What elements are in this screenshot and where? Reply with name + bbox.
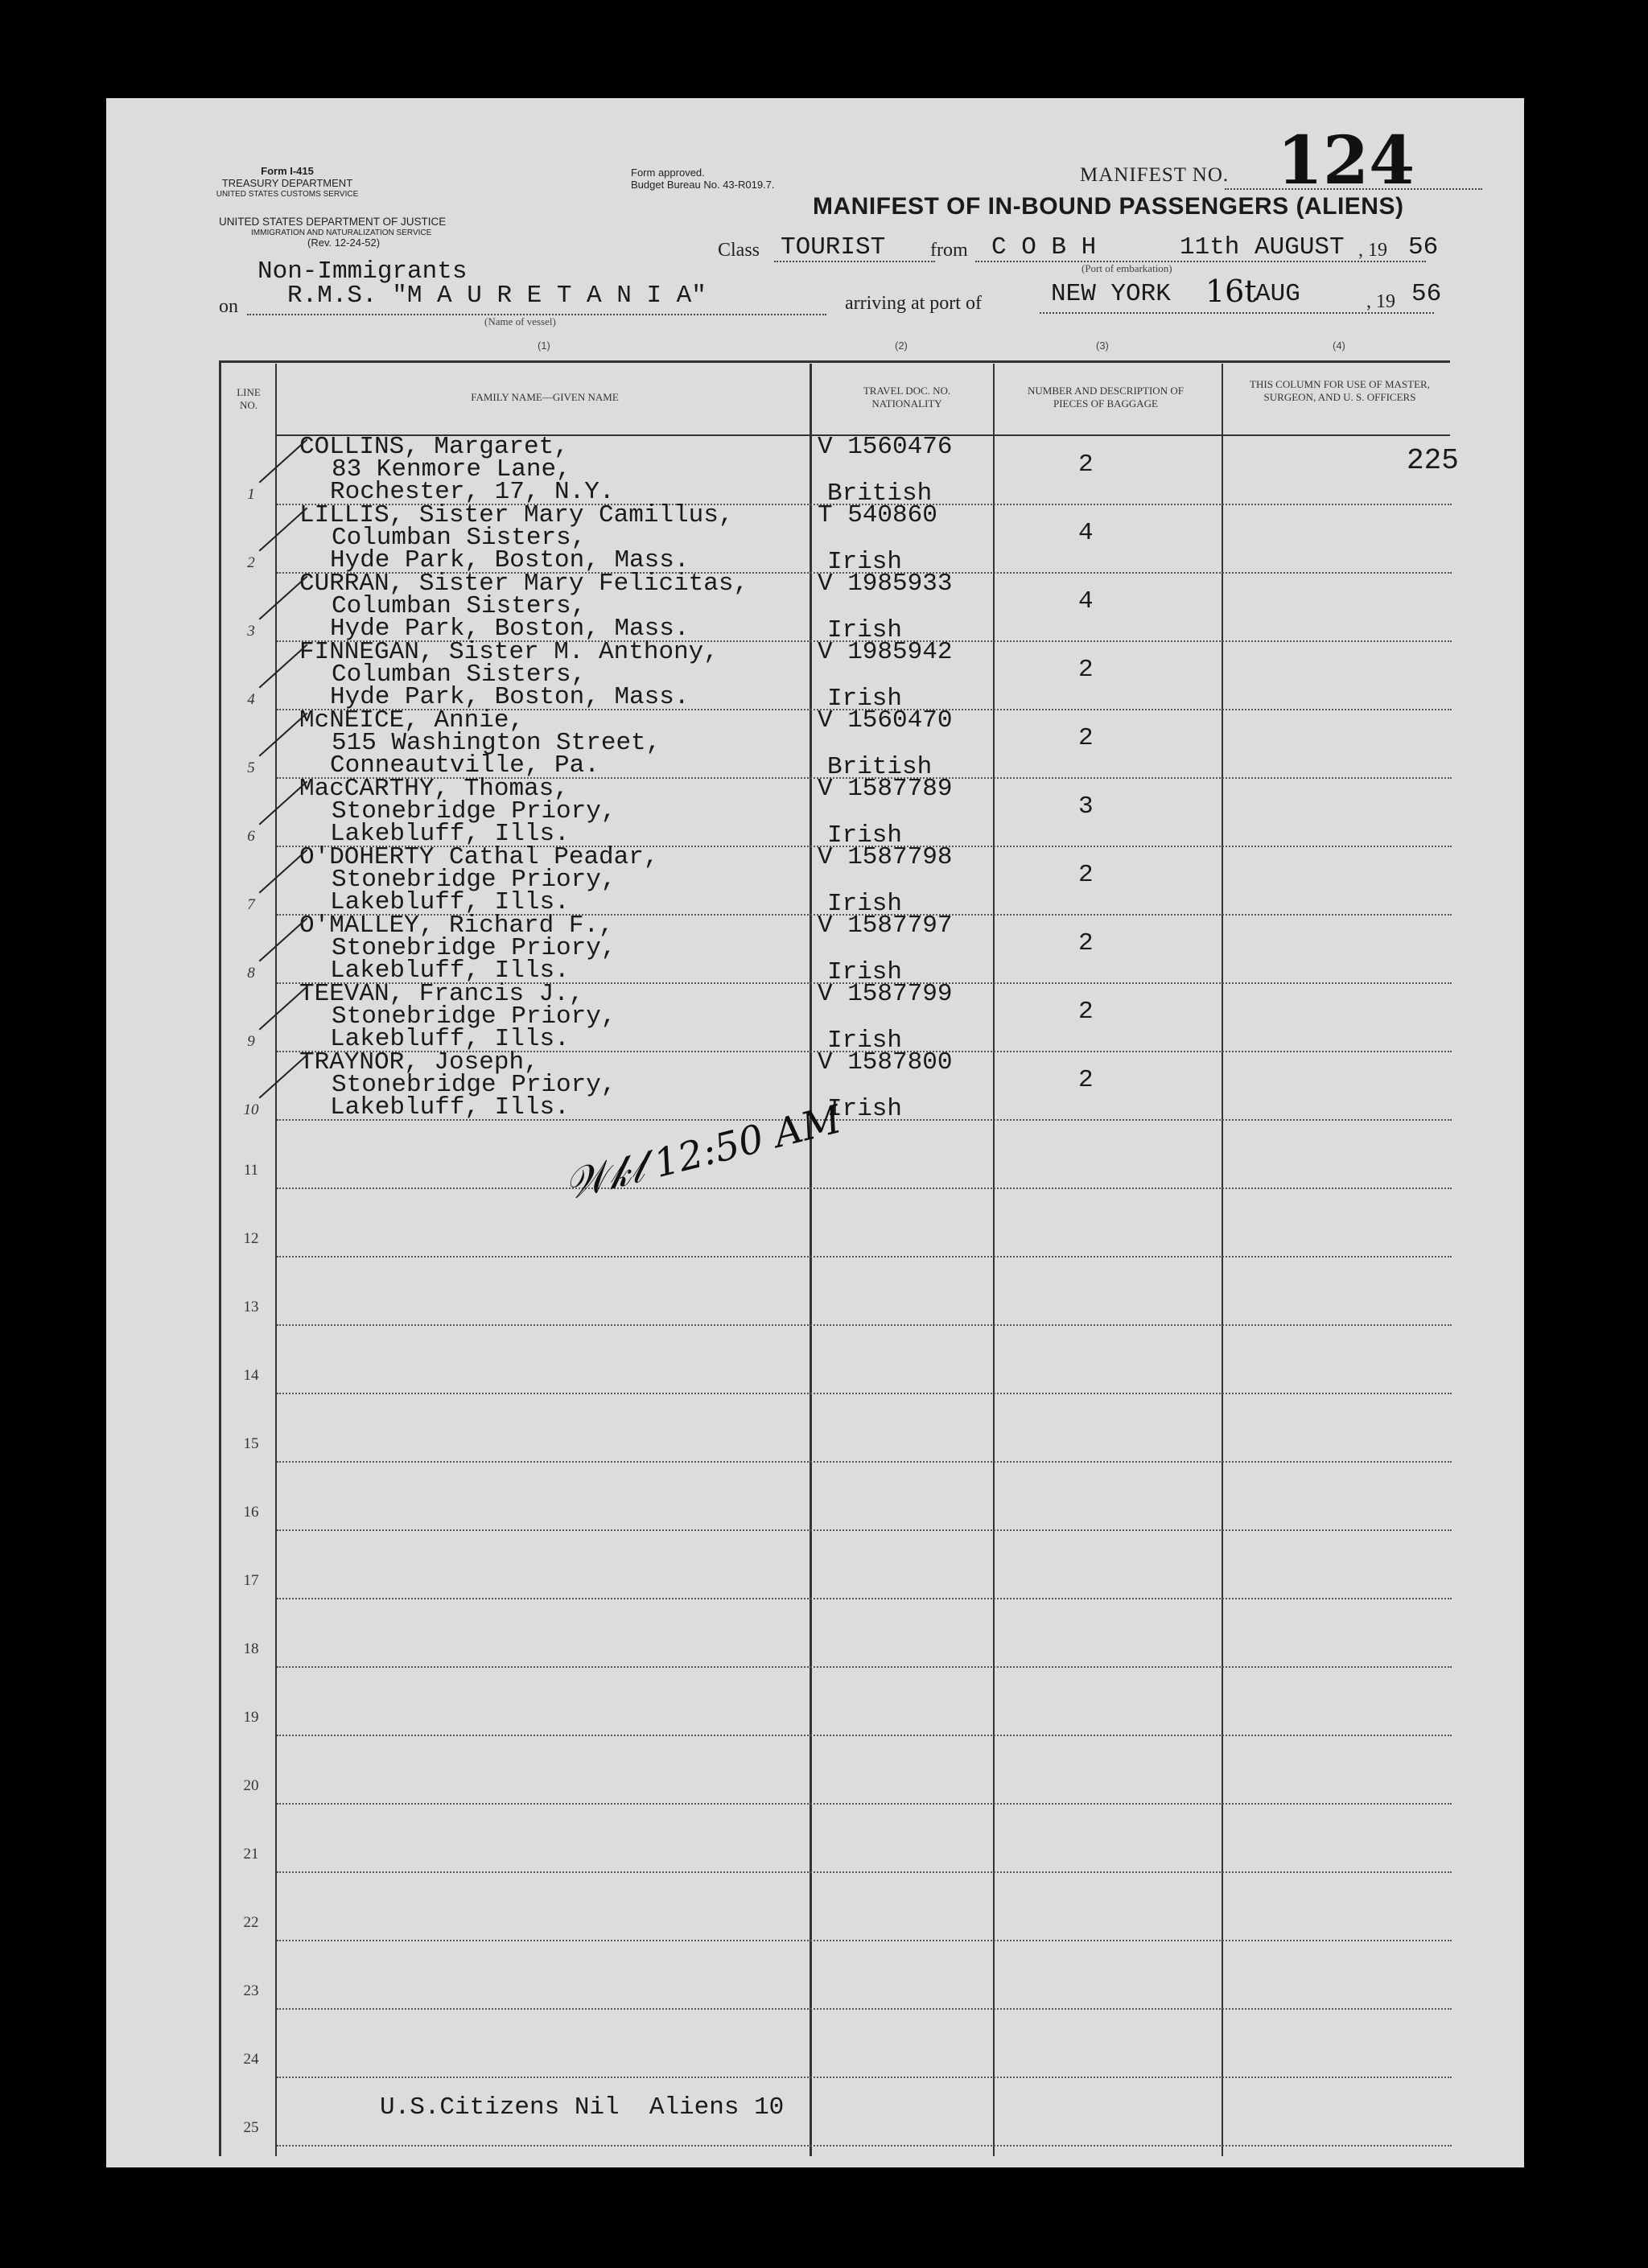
baggage-count: 2 — [1078, 451, 1094, 479]
line-number: 24 — [243, 2051, 259, 2068]
row-rule — [277, 1393, 1452, 1394]
travel-doc-number: V 1587797 — [818, 912, 953, 940]
nationality: Irish — [827, 821, 903, 850]
row-rule — [277, 1461, 1452, 1463]
nationality: Irish — [827, 548, 903, 576]
passenger-address-2: Lakebluff, Ills. — [330, 820, 570, 848]
passenger-name: FINNEGAN, Sister M. Anthony, — [299, 638, 719, 666]
row-rule — [277, 1871, 1452, 1873]
passenger-name: TRAYNOR, Joseph, — [299, 1048, 539, 1076]
passenger-address-2: Conneautville, Pa. — [330, 751, 599, 780]
nationality: Irish — [827, 685, 903, 713]
manifest-number: 124 — [1277, 122, 1415, 200]
line-number: 2 — [247, 554, 255, 571]
row-rule — [277, 1735, 1452, 1736]
passenger-address-2: Lakebluff, Ills. — [330, 1025, 570, 1053]
passenger-name: O'MALLEY, Richard F., — [299, 912, 614, 940]
line-number: 13 — [243, 1299, 259, 1315]
row-rule — [277, 1188, 1452, 1189]
col-name: FAMILY NAME—GIVEN NAME — [471, 391, 619, 403]
line-number: 8 — [247, 965, 255, 982]
row-rule — [277, 1598, 1452, 1599]
check-mark-icon — [259, 780, 308, 825]
year-prefix: , 19 — [1358, 240, 1387, 261]
col-officers: THIS COLUMN FOR USE OF MASTER, SURGEON, AND U. S. OFFICERS — [1250, 378, 1430, 404]
line-number: 4 — [247, 691, 255, 708]
rev-date: (Rev. 12-24-52) — [307, 237, 381, 249]
baggage-count: 2 — [1078, 656, 1094, 684]
baggage-count: 2 — [1078, 998, 1094, 1026]
table-top-rule — [219, 360, 1450, 363]
line-number: 5 — [247, 759, 255, 776]
from-value: C O B H — [991, 233, 1097, 261]
passenger-name: MacCARTHY, Thomas, — [299, 775, 569, 803]
arrival-day: 16t — [1205, 274, 1257, 309]
row-rule — [277, 1666, 1452, 1668]
nationality: British — [827, 753, 933, 781]
passenger-address-1: Stonebridge Priory, — [332, 1071, 616, 1099]
row-rule — [277, 2008, 1452, 2010]
line-number: 3 — [247, 623, 255, 640]
travel-doc-number: V 1985933 — [818, 570, 953, 598]
arrival-month: AUG — [1255, 280, 1300, 308]
col-baggage: NUMBER AND DESCRIPTION OF PIECES OF BAGGAGE — [1028, 385, 1184, 410]
year-value: 56 — [1408, 233, 1439, 261]
budget-bureau: Budget Bureau No. 43-R019.7. — [631, 178, 775, 191]
handwritten-time: 12:50 AM — [649, 1097, 846, 1187]
passenger-address-1: Columban Sisters, — [332, 592, 587, 620]
check-mark-icon — [259, 712, 308, 756]
baggage-count: 2 — [1078, 724, 1094, 752]
line-number: 17 — [243, 1572, 259, 1589]
row-rule — [277, 2145, 1452, 2147]
row-rule — [277, 1803, 1452, 1805]
dept-customs: UNITED STATES CUSTOMS SERVICE — [216, 189, 359, 199]
manifest-no-label: MANIFEST NO. — [1080, 164, 1230, 186]
vessel-caption: (Name of vessel) — [484, 315, 556, 327]
line-number: 7 — [247, 896, 255, 913]
form-header — [195, 166, 380, 199]
col3-number: (3) — [1096, 340, 1109, 352]
row-rule — [277, 1529, 1452, 1531]
col2-number: (2) — [895, 340, 908, 352]
col-travel-doc: TRAVEL DOC. NO. NATIONALITY — [863, 385, 951, 410]
manifest-sheet — [106, 98, 1524, 2167]
baggage-count: 3 — [1078, 792, 1094, 821]
handwritten-note — [559, 1094, 847, 1210]
passenger-address-2: Lakebluff, Ills. — [330, 1093, 570, 1122]
class-line — [774, 261, 935, 262]
check-mark-icon — [259, 644, 308, 688]
passenger-name: CURRAN, Sister Mary Felicitas, — [299, 570, 749, 598]
passenger-address-2: Hyde Park, Boston, Mass. — [330, 683, 690, 711]
passenger-address-1: Columban Sisters, — [332, 524, 587, 552]
class-label: Class — [718, 240, 760, 261]
travel-doc-number: V 1587798 — [818, 843, 953, 871]
col-line-no: LINE NO. — [237, 386, 261, 412]
name-rule — [810, 364, 812, 2156]
passenger-address-2: Hyde Park, Boston, Mass. — [330, 546, 690, 574]
form-number: Form I-415 — [261, 165, 314, 177]
passenger-name: COLLINS, Margaret, — [299, 433, 569, 461]
nationality: Irish — [827, 616, 903, 644]
signature-scrawl: 𝒲𝓀𝓁 — [558, 1143, 649, 1210]
passenger-address-1: Stonebridge Priory, — [332, 797, 616, 825]
lineno-rule — [275, 364, 277, 2156]
travel-doc-number: V 1560470 — [818, 706, 953, 735]
passenger-name: O'DOHERTY Cathal Peadar, — [299, 843, 659, 871]
line-number: 10 — [243, 1101, 259, 1118]
passenger-address-1: Stonebridge Priory, — [332, 1002, 616, 1031]
passenger-address-1: Columban Sisters, — [332, 661, 587, 689]
arrival-year-prefix: , 19 — [1366, 291, 1395, 312]
passenger-name: LILLIS, Sister Mary Camillus, — [299, 501, 734, 529]
check-mark-icon — [259, 1054, 308, 1098]
passenger-address-2: Lakebluff, Ills. — [330, 888, 570, 916]
row-rule — [277, 1119, 1452, 1121]
travel-doc-number: V 1985942 — [818, 638, 953, 666]
passenger-name: McNEICE, Annie, — [299, 706, 525, 735]
line-number: 14 — [243, 1367, 259, 1384]
line-number: 1 — [247, 486, 255, 503]
form-header-justice — [219, 216, 460, 249]
travel-doc-number: V 1560476 — [818, 433, 953, 461]
row-rule — [277, 2077, 1452, 2078]
baggage-count: 4 — [1078, 519, 1094, 547]
line-number: 6 — [247, 828, 255, 845]
check-mark-icon — [259, 575, 308, 619]
travel-doc-number: V 1587800 — [818, 1048, 953, 1076]
class-value: TOURIST — [781, 233, 886, 261]
passenger-address-1: 83 Kenmore Lane, — [332, 455, 571, 484]
passenger-address-2: Hyde Park, Boston, Mass. — [330, 615, 690, 643]
baggage-count: 4 — [1078, 587, 1094, 615]
travel-doc-number: T 540860 — [818, 501, 937, 529]
passenger-address-1: Stonebridge Priory, — [332, 934, 616, 962]
check-mark-icon — [259, 986, 308, 1030]
line-number: 15 — [243, 1435, 259, 1452]
passenger-address-2: Rochester, 17, N.Y. — [330, 478, 615, 506]
dept-treasury: TREASURY DEPARTMENT — [221, 176, 353, 189]
category: Non-Immigrants — [258, 257, 468, 286]
passenger-address-1: Stonebridge Priory, — [332, 866, 616, 894]
line-number: 18 — [243, 1640, 259, 1657]
baggage-count: 2 — [1078, 1066, 1094, 1094]
on-label: on — [219, 296, 238, 317]
line-number: 19 — [243, 1709, 259, 1726]
form-approval — [631, 167, 840, 191]
manifest-title: MANIFEST OF IN-BOUND PASSENGERS (ALIENS) — [813, 193, 1404, 220]
baggage-count: 2 — [1078, 929, 1094, 957]
from-label: from — [930, 240, 968, 261]
line-number: 22 — [243, 1914, 259, 1931]
table-left-rule — [219, 360, 221, 2156]
check-mark-icon — [259, 507, 308, 551]
row-rule — [277, 1324, 1452, 1326]
baggage-rule — [1222, 364, 1223, 2156]
check-mark-icon — [259, 917, 308, 961]
check-mark-icon — [259, 438, 308, 483]
nationality: Irish — [827, 1027, 903, 1055]
dept-justice: UNITED STATES DEPARTMENT OF JUSTICE — [219, 216, 447, 228]
line-number: 12 — [243, 1230, 259, 1247]
vessel-name: R.M.S. "M A U R E T A N I A" — [287, 282, 707, 310]
passenger-address-1: 515 Washington Street, — [332, 729, 661, 757]
passenger-name: TEEVAN, Francis J., — [299, 980, 584, 1008]
line-number: 23 — [243, 1982, 259, 1999]
form-approved: Form approved. — [631, 167, 705, 179]
nationality: British — [827, 480, 933, 508]
arrival-port: NEW YORK — [1051, 280, 1171, 308]
col1-number: (1) — [538, 340, 550, 352]
line-number: 20 — [243, 1777, 259, 1794]
line-number: 9 — [247, 1033, 255, 1050]
embark-date: 11th AUGUST — [1180, 233, 1345, 261]
nationality: Irish — [827, 1095, 903, 1123]
arriving-label: arriving at port of — [845, 293, 982, 314]
dept-ins: IMMIGRATION AND NATURALIZATION SERVICE — [251, 228, 432, 237]
officer-note: 225 — [1407, 444, 1459, 477]
row-rule — [277, 1256, 1452, 1257]
arrival-year: 56 — [1411, 280, 1442, 308]
baggage-count: 2 — [1078, 861, 1094, 889]
doc-rule — [993, 364, 995, 2156]
travel-doc-number: V 1587789 — [818, 775, 953, 803]
line-number: 25 — [243, 2119, 259, 2136]
line-number: 21 — [243, 1846, 259, 1863]
travel-doc-number: V 1587799 — [818, 980, 953, 1008]
embark-caption: (Port of embarkation) — [1082, 262, 1172, 274]
passenger-address-2: Lakebluff, Ills. — [330, 957, 570, 985]
nationality: Irish — [827, 890, 903, 918]
row-rule — [277, 1940, 1452, 1941]
col4-number: (4) — [1333, 340, 1345, 352]
line-number: 16 — [243, 1504, 259, 1521]
nationality: Irish — [827, 958, 903, 986]
line-number: 11 — [243, 1162, 259, 1179]
check-mark-icon — [259, 849, 308, 893]
summary-text: U.S.Citizens Nil Aliens 10 — [380, 2093, 785, 2122]
